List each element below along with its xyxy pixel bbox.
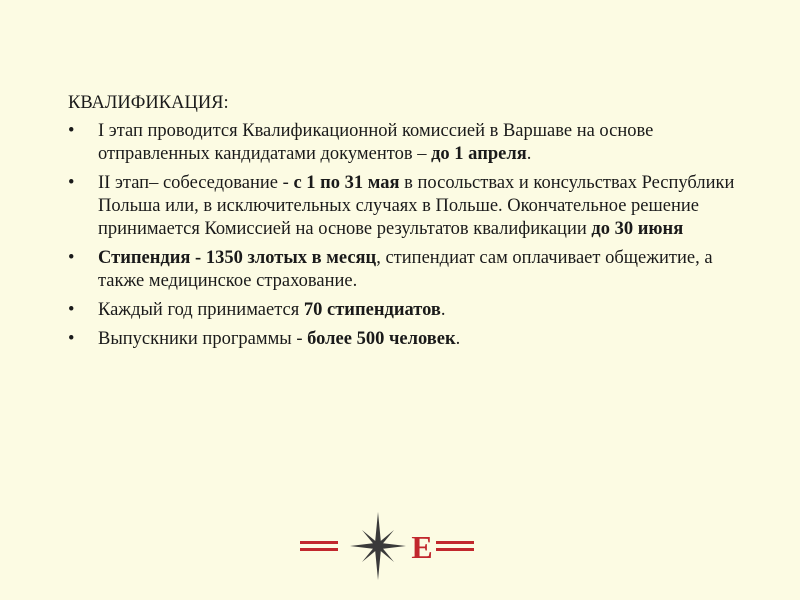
text-run: I этап проводится Квалификационной комиссией в Варшаве на основе отправленных кандидатами документов – (98, 121, 654, 164)
bullet-item (68, 120, 748, 166)
text-run: . (440, 300, 446, 320)
bullet-item (68, 328, 748, 351)
text-run: Выпускники программы - (98, 329, 308, 349)
bullet-item (68, 299, 748, 322)
bold-text-run: до 30 июня (591, 219, 684, 239)
bullet-item (68, 172, 748, 241)
bold-text-run: более 500 человек (307, 329, 456, 349)
text-run: II этап– собеседование - (98, 173, 294, 193)
bullet-item (68, 247, 748, 293)
bullet-marker: • (68, 121, 75, 141)
compass-star-icon (350, 512, 406, 580)
slide-content (68, 92, 748, 357)
bullet-list (68, 120, 748, 351)
bold-text-run: с 1 по 31 мая (293, 173, 400, 193)
bold-text-run: Стипендия - 1350 злотых в месяц (98, 248, 377, 268)
text-run: . (455, 329, 461, 349)
bullet-marker: • (68, 248, 75, 268)
slide-heading: КВАЛИФИКАЦИЯ: (68, 93, 229, 113)
bold-text-run: 70 стипендиатов (303, 300, 441, 320)
footer-logo (298, 512, 478, 582)
text-run: Каждый год принимается (98, 300, 304, 320)
text-run: , стипендиат сам оплачивает общежитие, а также медицинское страхование. (98, 248, 713, 291)
logo-letter: E (411, 529, 433, 565)
bullet-marker: • (68, 329, 75, 349)
text-run: . (526, 144, 532, 164)
bold-text-run: до 1 апреля (431, 144, 527, 164)
text-run: в посольствах и консульствах Республики Польша или, в исключительных случаях в Польше. Окончательное решение принимается Комиссией на основе результатов квалификации (98, 173, 735, 239)
right-double-line (436, 541, 474, 551)
bullet-marker: • (68, 173, 75, 193)
left-double-line (300, 541, 338, 551)
bullet-marker: • (68, 300, 75, 320)
